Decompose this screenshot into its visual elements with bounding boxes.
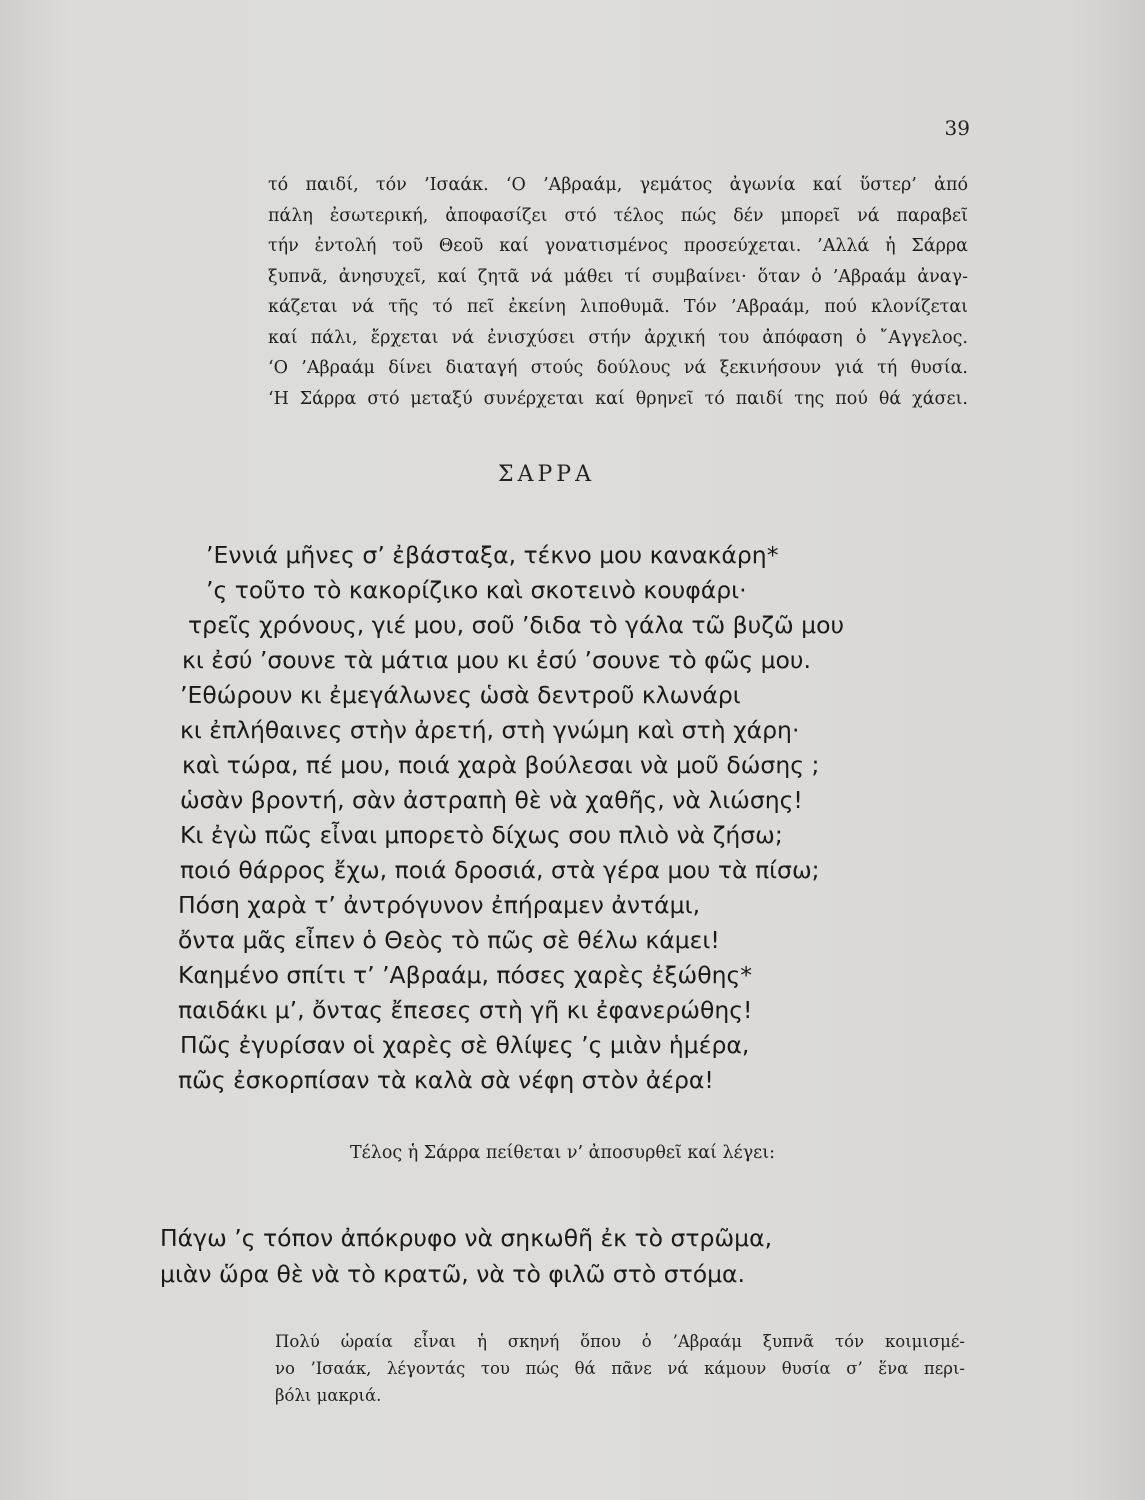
note-line: βόλι μακριά.: [275, 1386, 382, 1405]
poem-line: ποιό θάρρος ἔχω, ποιά δροσιά, στὰ γέρα μου τὰ πίσω;: [180, 856, 820, 884]
poem-line: καὶ τώρα, πέ μου, ποιά χαρὰ βούλεσαι νὰ μοῦ δώσης ;: [182, 751, 820, 779]
poem-line: παιδάκι μ’, ὄντας ἔπεσες στὴ γῆ κι ἐφανερώθης!: [178, 996, 753, 1024]
poem-line: κι ἐσύ ’σουνε τὰ μάτια μου κι ἐσύ ’σουνε τὸ φῶς μου.: [182, 646, 811, 674]
couplet-line: Πάγω ’ς τόπον ἀπόκρυφο νὰ σηκωθῆ ἐκ τὸ στρῶμα,: [160, 1224, 773, 1252]
commentary-note: [275, 1328, 965, 1409]
note-line: νο ’Ισαάκ, λέγοντάς του πώς θά πᾶνε νά κάμουν θυσία σ’ ἕνα περι-: [275, 1359, 965, 1378]
intro-line: τήν ἐντολή τοῦ Θεοῦ καί γονατισμένος προσεύχεται. ’Αλλά ἡ Σάρρα: [268, 236, 968, 256]
poem-line: πῶς ἐσκορπίσαν τὰ καλὰ σὰ νέφη στὸν ἀέρα!: [178, 1066, 714, 1094]
poem-line: Πόση χαρὰ τ’ ἀντρόγυνον ἐπήραμεν ἀντάμι,: [178, 891, 701, 919]
section-heading: ΣΑΡΡΑ: [498, 462, 595, 487]
intro-line: ‘Η Σάρρα στό μεταξύ συνέρχεται καί θρηνεῖ τό παιδί της πού θά χάσει.: [268, 388, 968, 409]
poem-line: ’ς τοῦτο τὸ κακορίζικο καὶ σκοτεινὸ κουφάρι·: [206, 576, 747, 604]
poem-line: Πῶς ἐγυρίσαν οἱ χαρὲς σὲ θλίψες ’ς μιὰν ἡμέρα,: [180, 1031, 750, 1059]
poem-line: ὄντα μᾶς εἶπεν ὁ Θεὸς τὸ πῶς σὲ θέλω κάμει!: [178, 926, 720, 954]
couplet-line: μιὰν ὥρα θὲ νὰ τὸ κρατῶ, νὰ τὸ φιλῶ στὸ στόμα.: [160, 1260, 746, 1288]
intro-line: πάλη ἐσωτερική, ἀποφασίζει στό τέλος πώς δέν μπορεῖ νά παραβεῖ: [268, 205, 968, 226]
intro-paragraph: [268, 170, 968, 414]
intro-line: ‘Ο ’Αβραάμ δίνει διαταγή στούς δούλους νά ξεκινήσουν γιά τή θυσία.: [268, 358, 968, 378]
stage-direction: Τέλος ἡ Σάρρα πείθεται ν’ ἀποσυρθεῖ καί λέγει:: [349, 1143, 776, 1163]
intro-line: ξυπνᾶ, ἀνησυχεῖ, καί ζητᾶ νά μάθει τί συμβαίνει· ὅταν ὁ ’Αβραάμ ἀναγ-: [268, 266, 968, 287]
poem-line: ὡσὰν βροντή, σὰν ἀστραπὴ θὲ νὰ χαθῆς, νὰ λιώσης!: [180, 786, 803, 814]
poem-line: Καημένο σπίτι τ’ ’Αβραάμ, πόσες χαρὲς ἐξώθης*: [178, 961, 753, 989]
poem-line: ’Εννιά μῆνες σ’ ἐβάσταξα, τέκνο μου κανακάρη*: [206, 541, 779, 569]
poem-line: τρεῖς χρόνους, γιέ μου, σοῦ ’διδα τὸ γάλα τῶ βυζῶ μου: [188, 611, 845, 639]
closing-couplet: [160, 1220, 920, 1292]
poem-line: κι ἐπλήθαινες στὴν ἀρετή, στὴ γνώμη καὶ στὴ χάρη·: [180, 716, 800, 744]
intro-line: τό παιδί, τόν ’Ισαάκ. ‘Ο ’Αβραάμ, γεμάτος ἀγωνία καί ὕστερ’ ἀπό: [268, 175, 968, 195]
intro-line: κάζεται νά τῆς τό πεῖ ἐκείνη λιποθυμᾶ. Τόν ’Αβραάμ, πού κλονίζεται: [268, 297, 968, 317]
page-number: 39: [944, 116, 970, 140]
poem-stanza: [176, 538, 876, 1098]
intro-line: καί πάλι, ἔρχεται νά ἐνισχύσει στήν ἀρχική του ἀπόφαση ὁ ῎Αγγελος.: [268, 327, 968, 348]
note-line: Πολύ ὡραία εἶναι ἡ σκηνή ὅπου ὁ ’Αβραάμ ξυπνᾶ τόν κοιμισμέ-: [275, 1332, 965, 1351]
poem-line: ’Εθώρουν κι ἐμεγάλωνες ὡσὰ δεντροῦ κλωνάρι: [180, 681, 741, 709]
poem-line: Κι ἐγὼ πῶς εἶναι μπορετὸ δίχως σου πλιὸ νὰ ζήσω;: [180, 821, 783, 849]
